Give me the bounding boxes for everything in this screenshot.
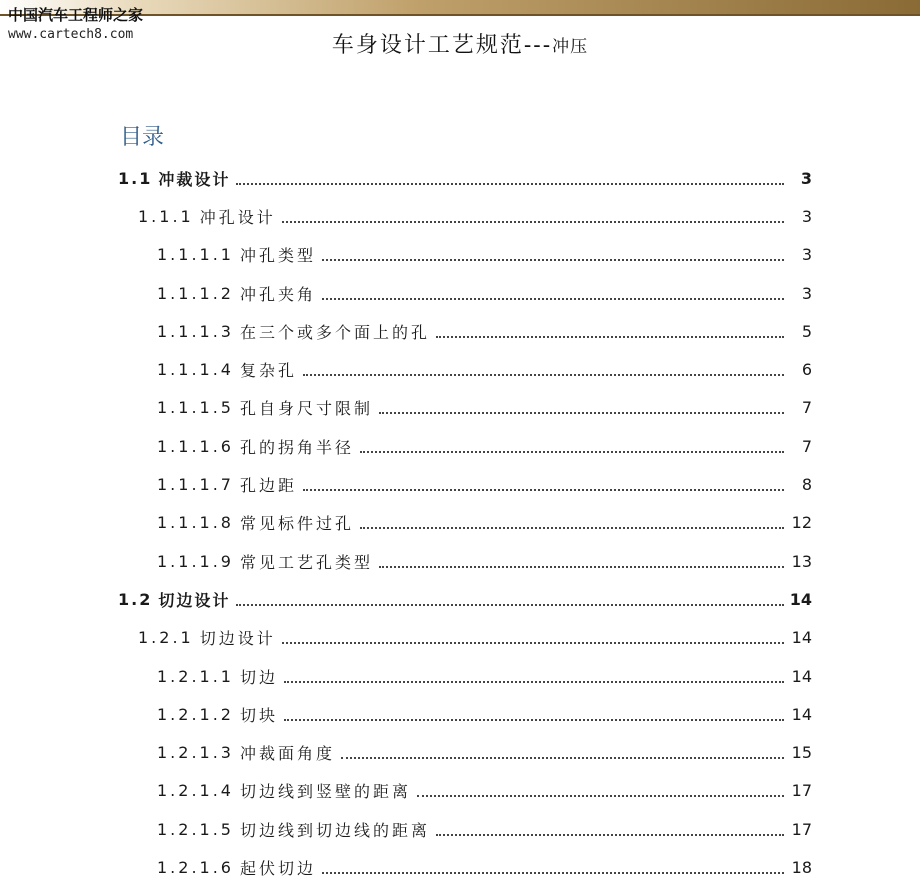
- dot-leader: [436, 833, 784, 836]
- toc-entry-page: 3: [801, 283, 812, 303]
- dot-leader: [303, 373, 784, 376]
- toc-entry-page: 6: [801, 360, 812, 380]
- dot-leader: [322, 258, 784, 261]
- dot-leader: [284, 718, 784, 721]
- toc-entry-number: 1.2.1.2: [157, 704, 234, 724]
- toc-entry-number: 1.1.1.3: [157, 321, 234, 341]
- toc-entry-page: 14: [791, 628, 812, 648]
- toc-entry-page: 7: [801, 398, 812, 418]
- toc-entry[interactable]: [0, 504, 920, 542]
- toc-entry-page: 3: [801, 206, 812, 226]
- toc-entry-label: 切边线到切边线的距离: [239, 820, 430, 840]
- toc-entry-number: 1.1.1.6: [157, 436, 234, 456]
- toc-entry-label: 冲孔夹角: [239, 284, 316, 304]
- toc-entry-number: 1.2.1.1: [157, 666, 234, 686]
- toc-entry-label: 在三个或多个面上的孔: [239, 322, 430, 342]
- toc-entry[interactable]: [0, 733, 920, 771]
- brand-name: 中国汽车工程师之家: [8, 6, 144, 24]
- toc-entry[interactable]: [0, 542, 920, 580]
- toc-entry-number: 1.1.1: [138, 206, 194, 226]
- dot-leader: [417, 794, 784, 797]
- toc-entry-label: 冲裁面角度: [239, 744, 335, 764]
- toc-entry-number: 1.1.1.5: [157, 398, 234, 418]
- toc-entry-label: 常见标件过孔: [239, 514, 354, 534]
- title-main: 车身设计工艺规范---: [331, 33, 553, 58]
- toc-entry[interactable]: [0, 810, 920, 848]
- toc-entry-label: 切块: [239, 705, 278, 725]
- toc-entry-number: 1.1.1.1: [157, 245, 234, 265]
- toc-entry-page: 14: [791, 666, 812, 686]
- toc-entry[interactable]: [0, 848, 920, 886]
- toc-entry-page: 17: [791, 819, 812, 839]
- dot-leader: [360, 526, 784, 529]
- table-of-contents: [0, 159, 920, 887]
- toc-entry[interactable]: [0, 772, 920, 810]
- dot-leader: [379, 411, 784, 414]
- toc-entry-number: 1.2.1.4: [157, 781, 234, 801]
- toc-entry-label: 孔边距: [239, 476, 297, 496]
- toc-entry-number: 1.2.1.3: [157, 743, 234, 763]
- toc-entry-number: 1.1: [118, 168, 153, 188]
- toc-entry-number: 1.1.1.7: [157, 475, 234, 495]
- toc-entry[interactable]: [0, 350, 920, 388]
- toc-entry[interactable]: [0, 619, 920, 657]
- toc-entry-page: 17: [791, 781, 812, 801]
- dot-leader: [236, 182, 784, 185]
- toc-entry-number: 1.1.1.4: [157, 360, 234, 380]
- toc-entry-label: 孔的拐角半径: [239, 437, 354, 457]
- toc-entry-page: 3: [801, 245, 812, 265]
- toc-entry-label: 复杂孔: [239, 361, 297, 381]
- toc-entry-number: 1.1.1.2: [157, 283, 234, 303]
- toc-entry-label: 常见工艺孔类型: [239, 552, 373, 572]
- toc-entry-page: 8: [801, 475, 812, 495]
- dot-leader: [303, 488, 784, 491]
- toc-entry-label: 切边设计: [158, 590, 231, 610]
- dot-leader: [322, 871, 784, 874]
- toc-entry-page: 12: [791, 513, 812, 533]
- dot-leader: [322, 297, 784, 300]
- toc-entry[interactable]: [0, 159, 920, 197]
- toc-entry[interactable]: [0, 389, 920, 427]
- dot-leader: [379, 565, 784, 568]
- toc-entry[interactable]: [0, 427, 920, 465]
- toc-entry[interactable]: [0, 465, 920, 503]
- toc-entry-page: 5: [801, 321, 812, 341]
- toc-entry-page: 3: [800, 168, 812, 188]
- toc-entry[interactable]: [0, 197, 920, 235]
- toc-entry-number: 1.1.1.8: [157, 513, 234, 533]
- toc-entry-number: 1.2.1.5: [157, 819, 234, 839]
- toc-entry-label: 切边设计: [199, 629, 276, 649]
- toc-entry-label: 孔自身尺寸限制: [239, 399, 373, 419]
- toc-entry-label: 冲孔设计: [199, 207, 276, 227]
- toc-entry-number: 1.2.1.6: [157, 857, 234, 877]
- dot-leader: [282, 220, 784, 223]
- dot-leader: [282, 641, 784, 644]
- toc-entry[interactable]: [0, 236, 920, 274]
- brand-url[interactable]: www.cartech8.com: [8, 27, 134, 42]
- dot-leader: [360, 450, 784, 453]
- toc-entry-number: 1.1.1.9: [157, 551, 234, 571]
- toc-entry-page: 7: [801, 436, 812, 456]
- toc-entry[interactable]: [0, 312, 920, 350]
- toc-entry[interactable]: [0, 657, 920, 695]
- site-logo[interactable]: [8, 6, 143, 43]
- toc-entry-label: 冲裁设计: [158, 169, 231, 189]
- toc-heading: 目录: [120, 125, 165, 150]
- dot-leader: [236, 603, 783, 606]
- toc-entry-page: 18: [791, 857, 812, 877]
- toc-entry-label: 切边线到竖壁的距离: [239, 782, 411, 802]
- toc-entry-page: 15: [791, 743, 812, 763]
- toc-entry-number: 1.2: [118, 589, 153, 609]
- toc-entry-label: 起伏切边: [239, 858, 316, 878]
- toc-entry[interactable]: [0, 274, 920, 312]
- toc-entry-page: 14: [789, 589, 812, 609]
- dot-leader: [341, 756, 784, 759]
- dot-leader: [436, 335, 784, 338]
- toc-entry-page: 13: [791, 551, 812, 571]
- toc-entry-label: 切边: [239, 667, 278, 687]
- toc-entry-page: 14: [791, 704, 812, 724]
- toc-entry-number: 1.2.1: [138, 628, 194, 648]
- toc-entry[interactable]: [0, 580, 920, 618]
- dot-leader: [284, 680, 784, 683]
- title-sub: 冲压: [552, 37, 589, 57]
- toc-entry[interactable]: [0, 695, 920, 733]
- toc-entry-label: 冲孔类型: [239, 246, 316, 266]
